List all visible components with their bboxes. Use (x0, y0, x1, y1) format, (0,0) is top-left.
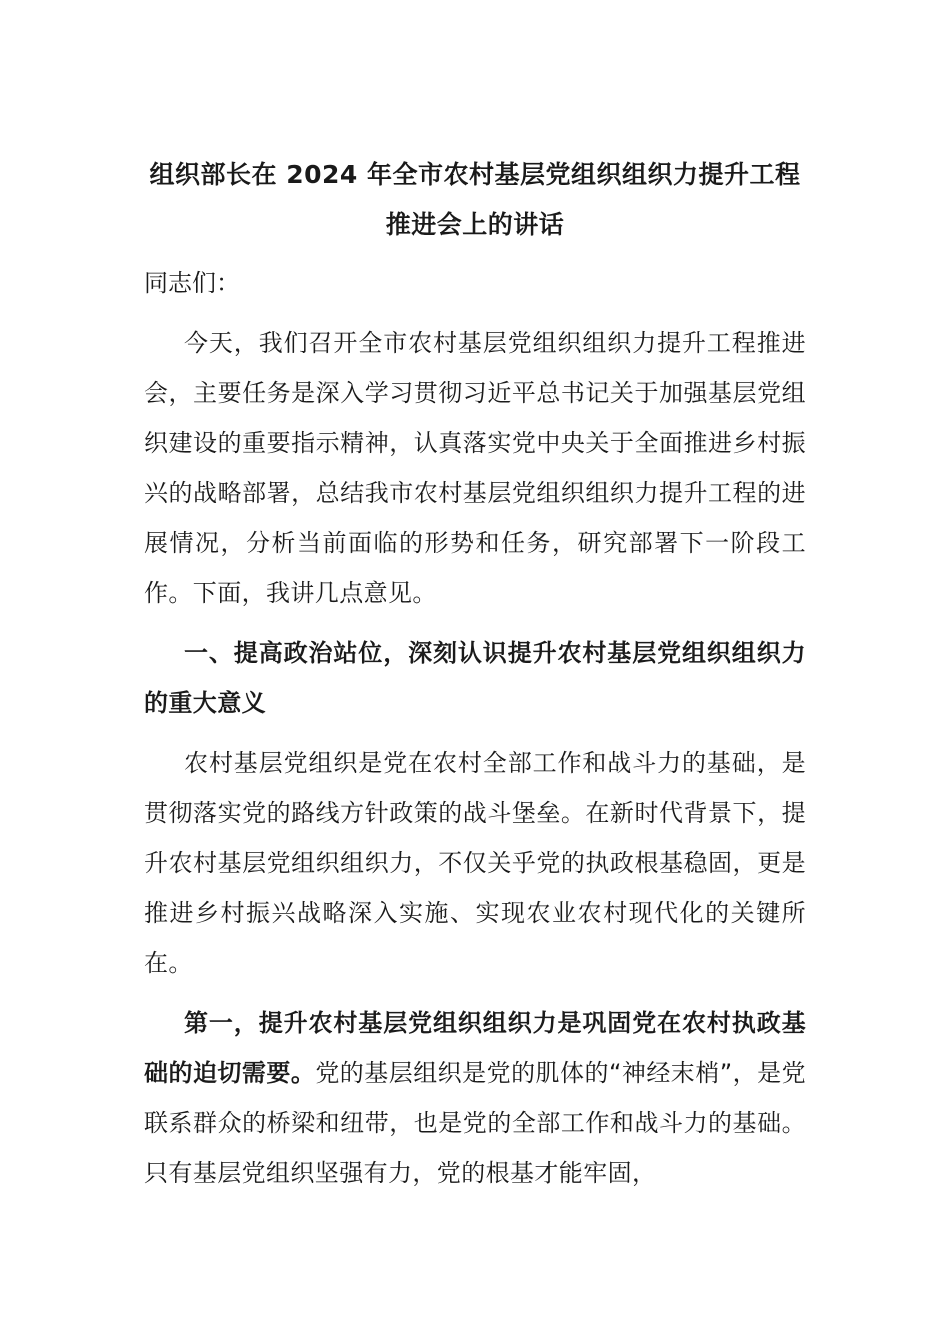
salutation: 同志们： (144, 269, 240, 297)
title-line-2: 推进会上的讲话 (385, 210, 565, 239)
first-point-lead: 第一，提升农村基层党组织组织力是巩固党在农村执政基础的迫切需要。 (144, 1009, 806, 1087)
section-heading-1: 一、提高政治站位，深刻认识提升农村基层党组织组织力的重大意义 (144, 639, 806, 717)
document-page (144, 150, 806, 1198)
document-title (144, 150, 806, 250)
paragraph-first-point (144, 998, 806, 1198)
paragraph-significance: 农村基层党组织是党在农村全部工作和战斗力的基础，是贯彻落实党的路线方针政策的战斗堡垒。在新时代背景下，提升农村基层党组织组织力，不仅关乎党的执政根基稳固，更是推进乡村振兴战略深入实施、实现农业农村现代化的关键所在。 (144, 749, 806, 977)
first-point-body: 党的基层组织是党的肌体的“神经末梢”，是党联系群众的桥梁和纽带，也是党的全部工作和战斗力的基础。只有基层党组织坚强有力，党的根基才能牢固， (144, 1059, 807, 1187)
title-line-1: 组织部长在 2024 年全市农村基层党组织组织力提升工程 (149, 160, 801, 189)
paragraph-intro: 今天，我们召开全市农村基层党组织组织力提升工程推进会，主要任务是深入学习贯彻习近平总书记关于加强基层党组织建设的重要指示精神，认真落实党中央关于全面推进乡村振兴的战略部署，总结我市农村基层党组织组织力提升工程的进展情况，分析当前面临的形势和任务，研究部署下一阶段工作。下面，我讲几点意见。 (144, 329, 806, 607)
